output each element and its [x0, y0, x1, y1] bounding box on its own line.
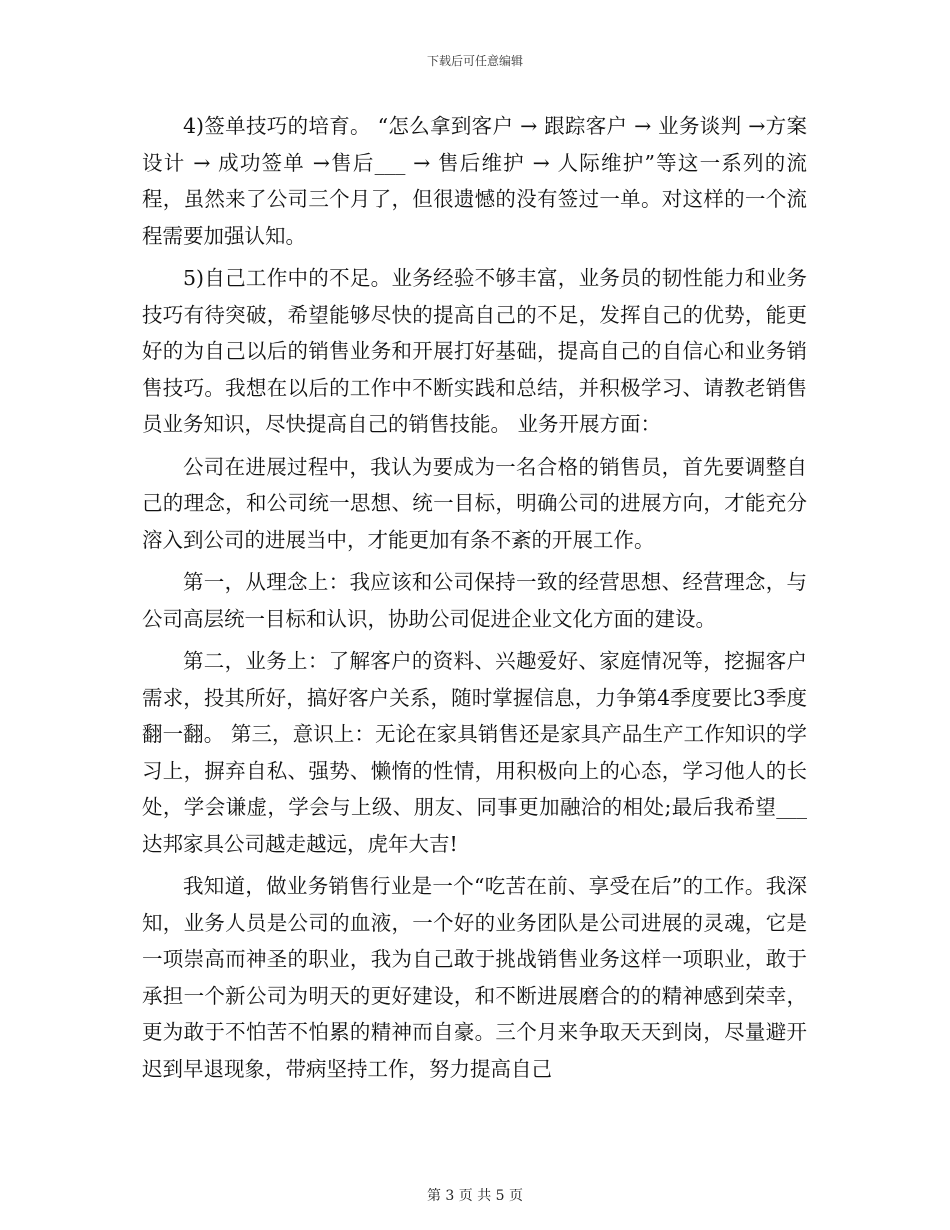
- paragraph-first-concept: 第一，从理念上：我应该和公司保持一致的经营思想、经营理念，与公司高层统一目标和认识，协助公司促进企业文化方面的建设。: [142, 570, 807, 631]
- paragraph-signing-skills: 4)签单技巧的培育。 “怎么拿到客户 → 跟踪客户 → 业务谈判 →方案设计 → 成功签单 →售后___ → 售后维护 → 人际维护”等这一系列的流程，虽然来了公司三个月了，但很遗憾的没有签过一单。对这样的一个流程需要加强认知。: [142, 114, 807, 248]
- paragraph-company-development: 公司在进展过程中，我认为要成为一名合格的销售员，首先要调整自己的理念，和公司统一思想、统一目标，明确公司的进展方向，才能充分溶入到公司的进展当中，才能更加有条不紊的开展工作。: [142, 454, 807, 552]
- paragraph-sales-profession: 我知道，做业务销售行业是一个“吃苦在前、享受在后”的工作。我深知，业务人员是公司的血液，一个好的业务团队是公司进展的灵魂，它是一项崇高而神圣的职业，我为自己敢于挑战销售业务这样一项职业，敢于承担一个新公司为明天的更好建设，和不断进展磨合的的精神感到荣幸，更为敢于不怕苦不怕累的精神而自豪。三个月来争取天天到岗，尽量避开迟到早退现象，带病坚持工作，努力提高自己: [142, 874, 807, 1081]
- paragraph-second-business: 第二，业务上：了解客户的资料、兴趣爱好、家庭情况等，挖掘客户需求，投其所好，搞好客户关系，随时掌握信息，力争第4季度要比3季度翻一翻。 第三，意识上：无论在家具销售还是家具产品生产工作知识的学习上，摒弃自私、强势、懒惰的性情，用积极向上的心态，学习他人的长处，学会谦虚，学会与上级、朋友、同事更加融洽的相处;最后我希望___达邦家具公司越走越远，虎年大吉!: [142, 649, 807, 856]
- paragraph-shortcomings: 5)自己工作中的不足。业务经验不够丰富，业务员的韧性能力和业务技巧有待突破，希望能够尽快的提高自己的不足，发挥自己的优势，能更好的为自己以后的销售业务和开展打好基础，提高自己的自信心和业务销售技巧。我想在以后的工作中不断实践和总结，并积极学习、请教老销售员业务知识，尽快提高自己的销售技能。 业务开展方面：: [142, 266, 807, 436]
- page-number: 第 3 页 共 5 页: [426, 1188, 524, 1204]
- page-header-note: 下载后可任意编辑: [426, 54, 523, 68]
- document-body: [142, 108, 807, 1093]
